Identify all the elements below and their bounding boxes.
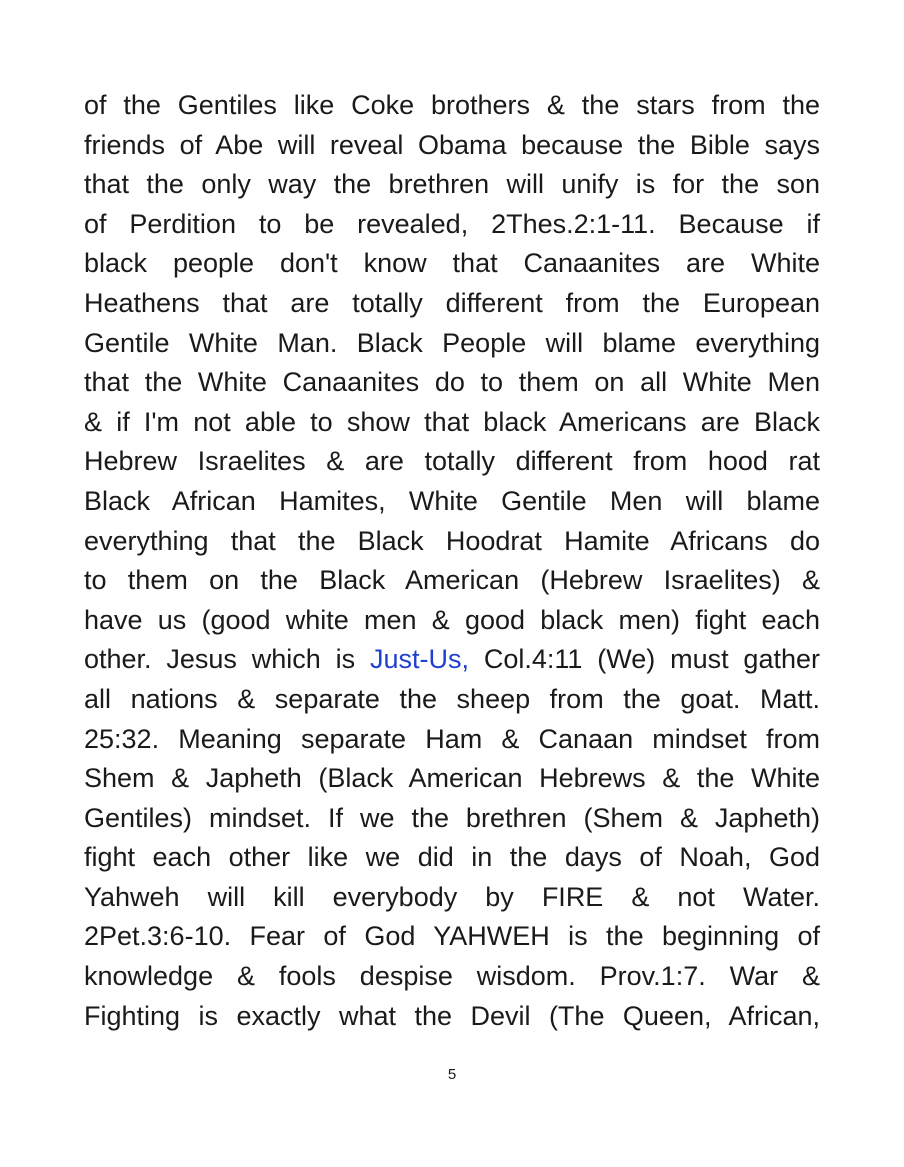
text-line: that the White Canaanites do to them on all White Men	[84, 367, 820, 398]
text-line-with-link	[84, 640, 820, 680]
text-line: of Perdition to be revealed, 2Thes.2:1-11. Because if	[84, 208, 820, 239]
text-line: of the Gentiles like Coke brothers & the stars from the	[84, 90, 820, 120]
text-line: & if I'm not able to show that black Americans are Black	[84, 406, 820, 437]
text-line: Fighting is exactly what the Devil (The Queen, African,	[84, 1000, 820, 1031]
text-line: friends of Abe will reveal Obama because the Bible says	[84, 129, 820, 160]
text-line: have us (good white men & good black men) fight each	[84, 604, 820, 635]
just-us-link[interactable]: Just-Us,	[369, 644, 469, 675]
page-number: 5	[447, 1066, 457, 1083]
text-line: Heathens that are totally different from the European	[84, 287, 820, 318]
text-line: Black African Hamites, White Gentile Men will blame	[84, 485, 820, 516]
text-line: all nations & separate the sheep from the goat. Matt.	[84, 683, 820, 714]
text-line: Yahweh will kill everybody by FIRE & not Water.	[84, 881, 820, 912]
link-line-after: Col.4:11 (We) must gather	[469, 644, 820, 675]
link-line-before: other. Jesus which is	[84, 644, 370, 675]
text-line: 25:32. Meaning separate Ham & Canaan mindset from	[84, 723, 820, 754]
body-text	[84, 86, 820, 1036]
text-line: Gentile White Man. Black People will blame everything	[84, 327, 820, 358]
text-line: black people don't know that Canaanites are White	[84, 248, 820, 279]
text-line: knowledge & fools despise wisdom. Prov.1:7. War &	[84, 961, 820, 992]
text-line: Hebrew Israelites & are totally different from hood rat	[84, 446, 820, 477]
text-line: fight each other like we did in the days of Noah, God	[84, 842, 820, 873]
text-line: Shem & Japheth (Black American Hebrews & the White	[84, 763, 820, 794]
text-line: to them on the Black American (Hebrew Israelites) &	[84, 565, 820, 596]
text-line: everything that the Black Hoodrat Hamite Africans do	[84, 525, 820, 556]
text-line: 2Pet.3:6-10. Fear of God YAHWEH is the beginning of	[84, 921, 820, 952]
text-line: that the only way the brethren will unify is for the son	[84, 169, 820, 200]
text-line: Gentiles) mindset. If we the brethren (Shem & Japheth)	[84, 802, 820, 833]
